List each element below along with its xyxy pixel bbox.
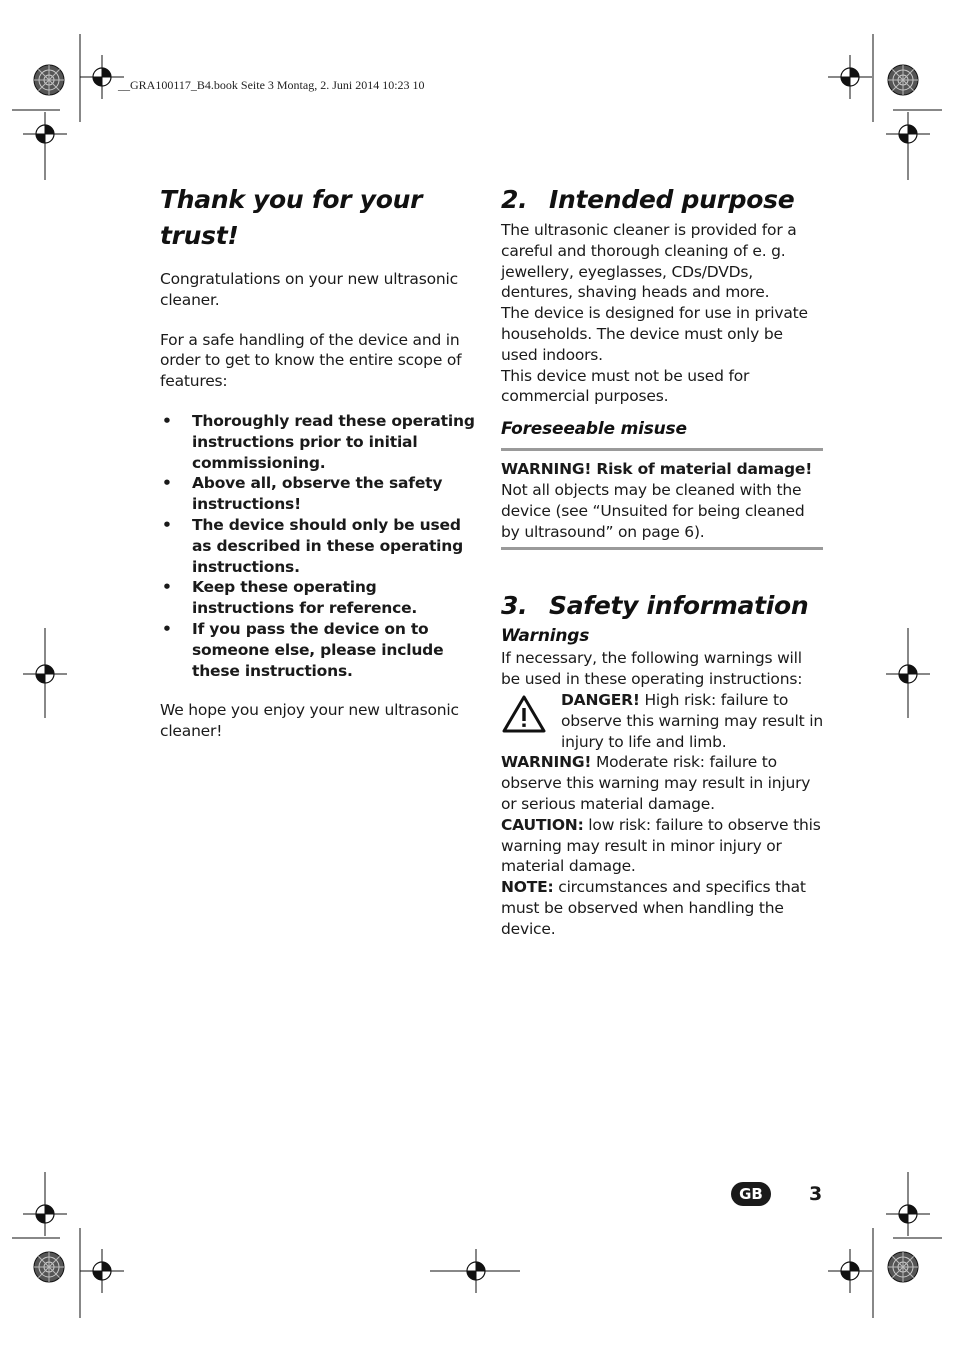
thank-you-title: Thank you for your trust! [160, 185, 423, 250]
warning-title: WARNING! Risk of material damage! [501, 460, 813, 479]
instructions-list [160, 411, 482, 681]
list-item: • Thoroughly read these operating instructions prior to initial commissioning. [160, 411, 482, 473]
safety-information-title [501, 588, 823, 624]
commercial-paragraph: This device must not be used for commercial purposes. [501, 366, 750, 406]
danger-text [561, 690, 823, 752]
list-item: • Keep these operating instructions for reference. [160, 577, 482, 619]
section-number: 3. [501, 591, 528, 621]
lead-paragraph: For a safe handling of the device and in order to get to know the entire scope of features: [160, 330, 462, 391]
caution-label: CAUTION: [501, 815, 584, 834]
left-column [160, 182, 482, 742]
page-number: 3 [809, 1183, 823, 1205]
warning-description: Moderate risk: failure to observe this warning may result in injury or serious material damage. [501, 753, 811, 813]
intro-paragraph: Congratulations on your new ultrasonic cleaner. [160, 270, 458, 309]
note-description: circumstances and specifics that must be observed when handling the device. [501, 878, 806, 938]
danger-entry [501, 690, 823, 752]
list-item: • Above all, observe the safety instructions! [160, 473, 482, 515]
list-item: • If you pass the device on to someone else, please include these instructions. [160, 619, 482, 681]
caution-entry [501, 815, 823, 877]
danger-description: High risk: failure to observe this warning may result in injury to life and limb. [561, 690, 823, 751]
right-column [501, 182, 823, 940]
print-slug: __GRA100117_B4.book Seite 3 Montag, 2. Juni 2014 10:23 10 [118, 78, 425, 92]
purpose-paragraph: The ultrasonic cleaner is provided for a careful and thorough cleaning of e. g. jewellery, eyeglasses, CDs/DVDs, dentures, shaving heads and more. [501, 221, 797, 302]
warnings-intro: If necessary, the following warnings will be used in these operating instructions: [501, 649, 803, 689]
note-label: NOTE: [501, 878, 554, 897]
section-title: Safety information [549, 591, 809, 621]
list-item: • The device should only be used as described in these operating instructions. [160, 515, 482, 577]
warning-label: WARNING! [501, 753, 592, 772]
section-number: 2. [501, 185, 528, 214]
note-entry [501, 877, 823, 939]
caution-description: low risk: failure to observe this warning may result in minor injury or material damage. [501, 815, 821, 876]
households-paragraph: The device is designed for use in private households. The device must only be used indoors. [501, 304, 808, 364]
material-warning-box [501, 448, 823, 550]
page-footer [731, 1182, 822, 1206]
closing-paragraph: We hope you enjoy your new ultrasonic cleaner! [160, 701, 459, 741]
misuse-heading: Foreseeable misuse [501, 419, 687, 440]
danger-label: DANGER! [561, 690, 640, 709]
intended-purpose-title [501, 182, 823, 218]
section-title: Intended purpose [549, 185, 795, 214]
warning-triangle-icon [501, 690, 561, 740]
warning-entry [501, 752, 823, 814]
country-badge: GB [731, 1182, 771, 1206]
warning-text: Not all objects may be cleaned with the device (see “Unsuited for being cleaned by ultrasound” on page 6). [501, 480, 805, 541]
warnings-heading: Warnings [501, 626, 590, 647]
